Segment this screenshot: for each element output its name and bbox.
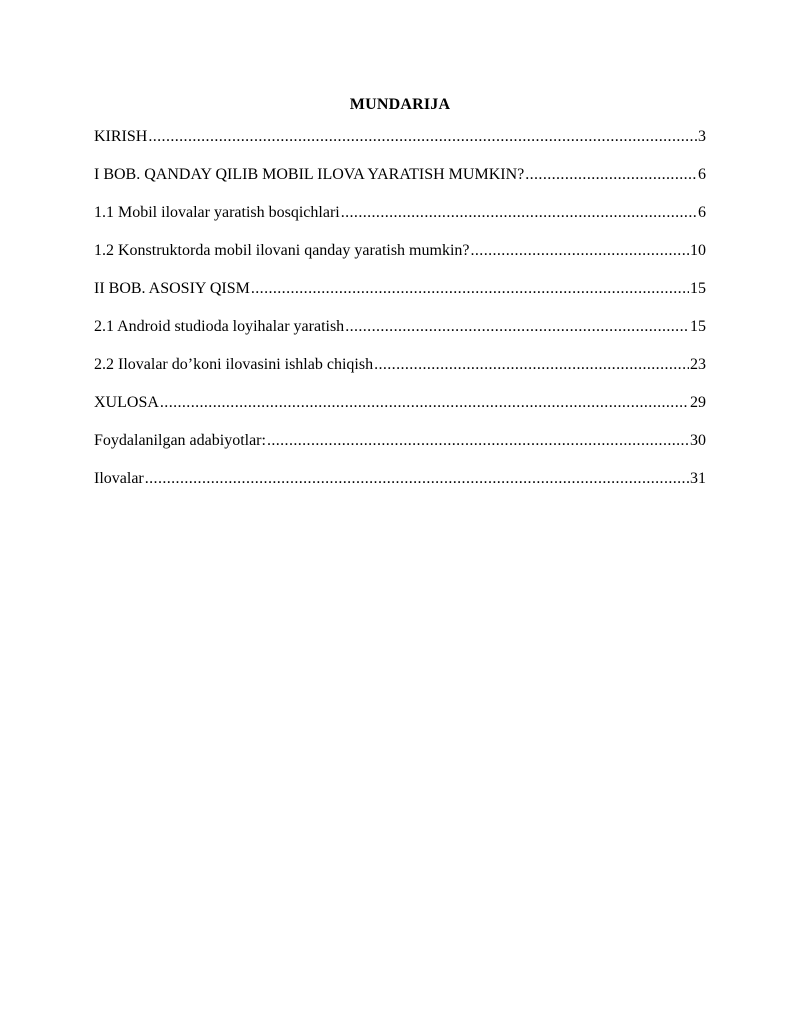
toc-entry-label: Ilovalar — [94, 470, 144, 487]
toc-entry-page: 29 — [690, 394, 706, 411]
toc-entry[interactable] — [94, 127, 706, 165]
toc-dot-leader — [525, 165, 697, 185]
toc-entry-page: 6 — [698, 166, 706, 183]
toc-entry[interactable] — [94, 203, 706, 241]
toc-entry-page: 6 — [698, 204, 706, 221]
toc-entry-page: 30 — [690, 432, 706, 449]
toc-entry-label: XULOSA — [94, 394, 159, 411]
toc-entry-page: 3 — [698, 128, 706, 145]
toc-dot-leader — [345, 317, 689, 337]
toc-entry[interactable] — [94, 393, 706, 431]
toc-entry-page: 31 — [690, 470, 706, 487]
toc-entry[interactable] — [94, 165, 706, 203]
toc-dot-leader — [374, 355, 689, 375]
toc-entry-label: 1.1 Mobil ilovalar yaratish bosqichlari — [94, 204, 340, 221]
toc-dot-leader — [267, 431, 689, 451]
toc-entry-label: KIRISH — [94, 128, 148, 145]
toc-entry-page: 23 — [690, 356, 706, 373]
toc-entry-label: 1.2 Konstruktorda mobil ilovani qanday yaratish mumkin? — [94, 242, 470, 259]
toc-entry[interactable] — [94, 241, 706, 279]
toc-entry-label: 2.1 Android studioda loyihalar yaratish — [94, 318, 345, 335]
toc-entry-label: Foydalanilgan adabiyotlar: — [94, 432, 266, 449]
table-of-contents — [94, 127, 706, 507]
toc-entry-page: 15 — [690, 318, 706, 335]
toc-entry-label: I BOB. QANDAY QILIB MOBIL ILOVA YARATISH MUMKIN? — [94, 166, 525, 183]
toc-title: MUNDARIJA — [349, 96, 451, 113]
toc-dot-leader — [471, 241, 690, 261]
toc-entry[interactable] — [94, 279, 706, 317]
toc-entry[interactable] — [94, 317, 706, 355]
toc-dot-leader — [251, 279, 689, 299]
toc-dot-leader — [148, 127, 697, 147]
toc-dot-leader — [341, 203, 697, 223]
toc-entry-page: 15 — [690, 280, 706, 297]
toc-entry[interactable] — [94, 431, 706, 469]
toc-dot-leader — [145, 469, 689, 489]
toc-entry-page: 10 — [690, 242, 706, 259]
toc-entry-label: 2.2 Ilovalar do’koni ilovasini ishlab chiqish — [94, 356, 374, 373]
toc-entry[interactable] — [94, 469, 706, 507]
toc-entry[interactable] — [94, 355, 706, 393]
toc-dot-leader — [160, 393, 689, 413]
toc-entry-label: II BOB. ASOSIY QISM — [94, 280, 250, 297]
